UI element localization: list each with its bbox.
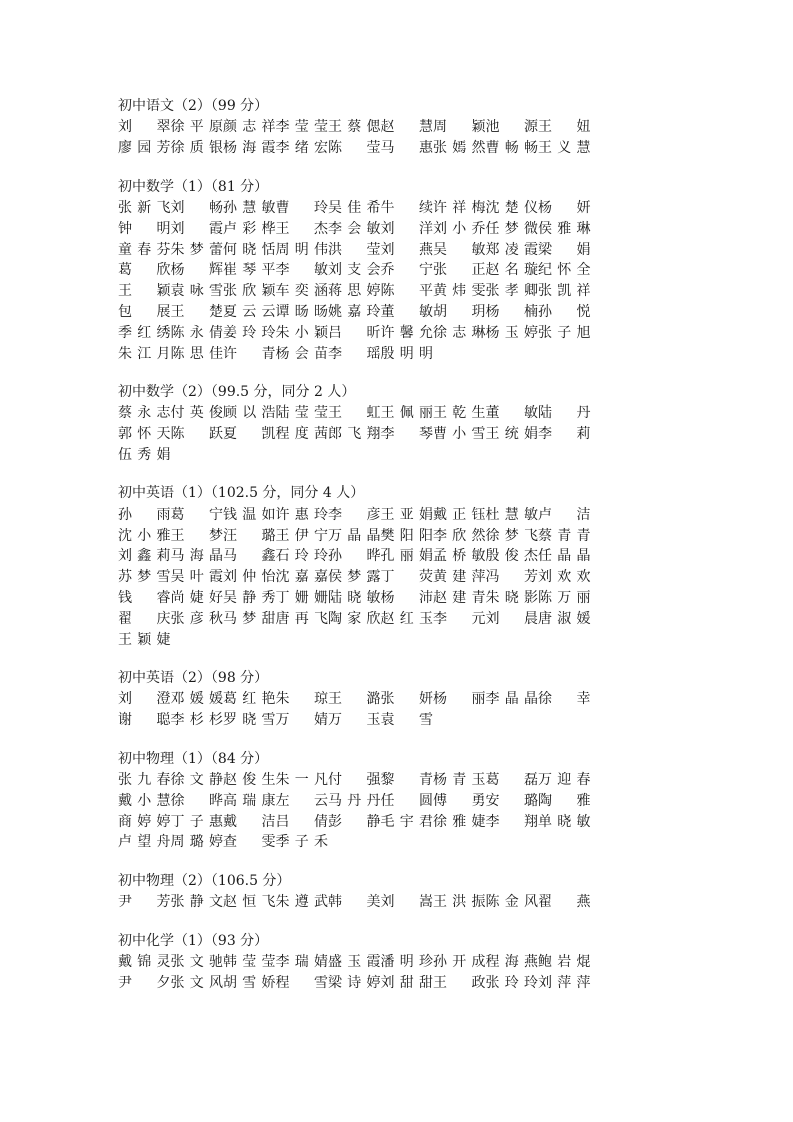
student-name: 赵 建 青 (433, 589, 486, 606)
student-name: 张 玲 玲 (485, 974, 538, 991)
student-name: 王 义 慧 (538, 140, 591, 157)
student-name: 张 孝 卿 (485, 283, 538, 300)
student-name: 张 妍 (380, 691, 433, 708)
student-name: 朱 琼 (275, 691, 328, 708)
name-row (118, 831, 643, 852)
student-name: 乔 宁 (380, 262, 433, 279)
student-name: 吴 叶 霞 (170, 569, 223, 586)
student-name: 戴 正 钰 (433, 506, 486, 523)
student-name: 刘 鑫 莉 (118, 548, 171, 565)
student-name: 孟 桥 敏 (433, 548, 486, 565)
student-name: 夏 云 云 (223, 303, 276, 320)
student-name: 孙 慧 敏 (223, 199, 276, 216)
student-name: 许 青 (223, 345, 276, 362)
student-name: 伍 秀 娟 (118, 446, 171, 463)
student-name: 杨 海 霞 (223, 140, 276, 157)
student-name: 吴 佳 希 (328, 199, 381, 216)
student-name: 汪 璐 (223, 527, 276, 544)
student-name: 梁 娟 (538, 241, 591, 258)
student-name: 苏 梦 雪 (118, 569, 171, 586)
student-name: 孙 开 成 (433, 953, 486, 970)
student-name: 石 玲 玲 (275, 548, 328, 565)
student-name: 王 政 (433, 974, 486, 991)
student-name: 朱 一 凡 (275, 771, 328, 788)
student-name: 刘 翠 (118, 119, 171, 136)
name-row (118, 566, 643, 587)
student-name: 卢 望 舟 (118, 834, 171, 851)
subject-section (118, 483, 643, 649)
student-name: 刘 萍 萍 (538, 974, 591, 991)
student-name: 张 嫣 然 (433, 140, 486, 157)
student-name: 廖 园 芳 (118, 140, 171, 157)
student-name: 谭 旸 旸 (275, 303, 328, 320)
student-name: 陆 晓 敏 (328, 589, 381, 606)
student-name: 唐 淑 媛 (538, 610, 591, 627)
name-row (118, 789, 643, 810)
student-name: 张 彦 秋 (170, 610, 223, 627)
student-name: 周 明 伟 (275, 241, 328, 258)
student-name: 何 晓 恬 (223, 241, 276, 258)
student-name: 马 鑫 (223, 548, 276, 565)
student-name: 王 楚 (170, 303, 223, 320)
student-name: 潘 明 珍 (380, 953, 433, 970)
student-name: 王 乾 生 (433, 405, 486, 422)
student-name: 李 翔 (485, 813, 538, 830)
student-name: 徐 晔 (170, 792, 223, 809)
student-name: 程 海 燕 (485, 953, 538, 970)
student-name: 李 彦 (328, 506, 381, 523)
student-name: 罗 晓 雪 (223, 712, 276, 729)
student-name: 冯 芳 (485, 569, 538, 586)
name-row (118, 545, 643, 566)
student-name: 赵 恒 飞 (223, 894, 276, 911)
name-row (118, 810, 643, 831)
student-name: 许 惠 玲 (275, 506, 328, 523)
student-name: 陶 雅 (538, 792, 591, 809)
student-name: 刘 小 乔 (433, 220, 486, 237)
student-name: 陈 跃 (170, 426, 223, 443)
student-name: 沈 小 雅 (118, 527, 171, 544)
student-name: 蔡 永 志 (118, 405, 171, 422)
student-name: 翟 庆 (118, 610, 171, 627)
student-name: 尚 婕 好 (170, 589, 223, 606)
student-name: 丁 子 惠 (170, 813, 223, 830)
name-row (118, 423, 643, 444)
student-name: 曹 小 雪 (433, 426, 486, 443)
student-name: 许 馨 允 (380, 324, 433, 341)
student-name: 吴 敏 (433, 241, 486, 258)
student-name: 姜 玲 玲 (223, 324, 276, 341)
subject-section (118, 668, 643, 730)
name-row (118, 587, 643, 608)
student-name: 徐 梦 飞 (485, 527, 538, 544)
student-name: 陆 丹 (538, 405, 591, 422)
student-name: 马 海 晶 (170, 548, 223, 565)
student-name: 李 会 敏 (328, 220, 381, 237)
student-name: 黎 青 (380, 771, 433, 788)
student-name: 陶 家 欣 (328, 610, 381, 627)
student-name: 左 云 (275, 792, 328, 809)
student-name: 葛 磊 (485, 771, 538, 788)
student-name: 李 杉 杉 (170, 712, 223, 729)
student-name: 侯 雅 琳 (538, 220, 591, 237)
student-name: 顾 以 浩 (223, 405, 276, 422)
name-row (118, 342, 643, 363)
student-name: 曹 玲 (275, 199, 328, 216)
student-name: 陈 思 佳 (170, 345, 223, 362)
student-name: 殷 俊 杰 (485, 548, 538, 565)
student-name: 谢 聪 (118, 712, 171, 729)
student-name: 张 静 文 (170, 894, 223, 911)
name-row (118, 238, 643, 259)
name-row (118, 301, 643, 322)
student-name: 张 文 驰 (170, 953, 223, 970)
student-name: 万 婧 (275, 712, 328, 729)
student-name: 王 蔡 偲 (328, 119, 381, 136)
student-name: 杜 慧 敏 (485, 506, 538, 523)
student-name: 程 雪 (275, 974, 328, 991)
student-name: 季 红 绣 (118, 324, 171, 341)
student-name: 朱 梦 蕾 (170, 241, 223, 258)
student-name: 鲍 岩 焜 (538, 953, 591, 970)
student-name: 黄 建 萍 (433, 569, 486, 586)
name-row (118, 197, 643, 218)
name-row (118, 259, 643, 280)
student-name: 盛 玉 霞 (328, 953, 381, 970)
student-name: 戴 小 慧 (118, 792, 171, 809)
student-name: 葛 宁 (170, 506, 223, 523)
student-name: 朱 晓 影 (485, 589, 538, 606)
student-name: 赵 俊 生 (223, 771, 276, 788)
student-name: 查 雯 (223, 834, 276, 851)
student-name: 张 正 (433, 262, 486, 279)
student-name: 韩 美 (328, 894, 381, 911)
student-name: 彭 静 (328, 813, 381, 830)
student-name: 杨 沛 (380, 589, 433, 606)
student-name: 李 瑶 (328, 345, 381, 362)
student-name: 卢 洁 (538, 506, 591, 523)
student-name: 丁 姗 姗 (275, 589, 328, 606)
student-name: 朱 江 月 (118, 345, 171, 362)
name-row (118, 769, 643, 790)
student-name: 徐 平 原 (170, 119, 223, 136)
student-name: 朱 遵 武 (275, 894, 328, 911)
student-name: 万 迎 春 (538, 771, 591, 788)
student-name: 万 晶 晶 (328, 527, 381, 544)
student-name: 程 度 茜 (275, 426, 328, 443)
student-name: 尹 芳 (118, 894, 171, 911)
student-name: 崔 琴 平 (223, 262, 276, 279)
student-name: 王 虹 (328, 405, 381, 422)
student-name: 王 颖 婕 (118, 631, 171, 648)
student-name: 吕 倩 (275, 813, 328, 830)
student-name: 蔡 青 青 (538, 527, 591, 544)
name-row (118, 402, 643, 423)
student-name: 钟 明 (118, 220, 171, 237)
student-name: 张 欣 颖 (223, 283, 276, 300)
student-name: 赵 名 璇 (485, 262, 538, 279)
student-name: 曹 畅 畅 (485, 140, 538, 157)
student-name: 夏 凯 (223, 426, 276, 443)
student-name: 付 强 (328, 771, 381, 788)
student-name: 孔 丽 娟 (380, 548, 433, 565)
student-name: 周 璐 婷 (170, 834, 223, 851)
student-name: 王 洪 振 (433, 894, 486, 911)
student-name: 杨 玉 婷 (485, 324, 538, 341)
student-name: 卢 彩 桦 (223, 220, 276, 237)
student-name: 陈 永 倩 (170, 324, 223, 341)
student-name: 安 璐 (485, 792, 538, 809)
student-name: 丁 荧 (380, 569, 433, 586)
student-name: 洪 莹 (328, 241, 381, 258)
student-name: 赵 红 玉 (380, 610, 433, 627)
name-row (118, 709, 643, 730)
student-name: 张 新 飞 (118, 199, 171, 216)
student-name: 傅 勇 (433, 792, 486, 809)
student-name: 刘 甜 甜 (380, 974, 433, 991)
student-name: 刘 嵩 (380, 894, 433, 911)
name-row (118, 688, 643, 709)
name-row (118, 503, 643, 524)
student-name: 刘 欢 欢 (538, 569, 591, 586)
subject-section (118, 931, 643, 993)
subject-section (118, 749, 643, 852)
student-name: 马 梦 甜 (223, 610, 276, 627)
student-name: 张 凯 祥 (538, 283, 591, 300)
student-name: 毛 宇 君 (380, 813, 433, 830)
name-row (118, 444, 643, 465)
subject-section (118, 871, 643, 912)
student-name: 刘 燕 (380, 241, 433, 258)
student-name: 侯 梦 露 (328, 569, 381, 586)
student-name: 黄 炜 雯 (433, 283, 486, 300)
student-name: 万 玉 (328, 712, 381, 729)
student-name: 徐 志 琳 (433, 324, 486, 341)
student-name: 王 佩 丽 (380, 405, 433, 422)
student-name: 陈 平 (380, 283, 433, 300)
student-name: 樊 阳 阳 (380, 527, 433, 544)
student-name: 蒋 思 婷 (328, 283, 381, 300)
student-name: 刘 支 会 (328, 262, 381, 279)
student-name: 徐 质 银 (170, 140, 223, 157)
section-heading: 初中物理（1）（84 分） (118, 750, 269, 767)
student-name: 纪 怀 全 (538, 262, 591, 279)
student-name: 赵 慧 (380, 119, 433, 136)
student-name: 杨 辉 (170, 262, 223, 279)
student-name: 牛 续 (380, 199, 433, 216)
student-name: 唐 再 飞 (275, 610, 328, 627)
student-name: 葛 欣 (118, 262, 171, 279)
student-name: 任 晶 晶 (538, 548, 591, 565)
student-name: 任 圆 (380, 792, 433, 809)
student-name: 陈 金 风 (485, 894, 538, 911)
student-name: 孙 晔 (328, 548, 381, 565)
student-name: 钱 睿 (118, 589, 171, 606)
student-name: 徐 文 静 (170, 771, 223, 788)
name-row (118, 971, 643, 992)
student-name: 刘 澄 (118, 691, 171, 708)
name-row (118, 137, 643, 158)
student-name: 韩 莹 莹 (223, 953, 276, 970)
student-name: 翟 燕 (538, 894, 591, 911)
student-name: 戴 锦 灵 (118, 953, 171, 970)
student-name: 吴 静 秀 (223, 589, 276, 606)
student-name: 杨 会 苗 (275, 345, 328, 362)
student-name: 王 统 娟 (485, 426, 538, 443)
student-name: 周 颖 (433, 119, 486, 136)
student-name: 吕 昕 (328, 324, 381, 341)
student-name: 郑 凌 霞 (485, 241, 538, 258)
section-heading: 初中物理（2）（106.5 分） (118, 872, 291, 889)
student-name: 张 子 旭 (538, 324, 591, 341)
student-name: 张 九 春 (118, 771, 171, 788)
student-name: 马 惠 (380, 140, 433, 157)
student-name: 李 欣 然 (433, 527, 486, 544)
student-name: 杨 楠 (485, 303, 538, 320)
student-name: 李 敏 (275, 262, 328, 279)
student-name: 任 梦 微 (485, 220, 538, 237)
student-name: 李 莉 (538, 426, 591, 443)
student-name: 郎 飞 翔 (328, 426, 381, 443)
student-name: 陈 万 丽 (538, 589, 591, 606)
student-name: 董 敏 (380, 303, 433, 320)
student-name: 车 奕 涵 (275, 283, 328, 300)
student-name: 陈 莹 (328, 140, 381, 157)
name-row (118, 628, 643, 649)
student-name: 杨 青 玉 (433, 771, 486, 788)
student-name: 李 莹 莹 (275, 119, 328, 136)
student-name: 刘 晨 (485, 610, 538, 627)
student-name: 商 婷 婷 (118, 813, 171, 830)
name-row (118, 524, 643, 545)
student-name: 刘 洋 (380, 220, 433, 237)
student-name: 尹 夕 (118, 974, 171, 991)
student-name: 殷 明 明 (380, 345, 433, 362)
student-name: 王 亚 娟 (380, 506, 433, 523)
student-name: 李 瑞 婧 (275, 953, 328, 970)
student-name: 朱 小 颖 (275, 324, 328, 341)
name-row (118, 891, 643, 912)
name-row (118, 321, 643, 342)
student-name: 王 妞 (538, 119, 591, 136)
student-name: 董 敏 (485, 405, 538, 422)
student-name: 戴 洁 (223, 813, 276, 830)
student-name: 王 梦 (170, 527, 223, 544)
student-name: 许 祥 梅 (433, 199, 486, 216)
name-row (118, 280, 643, 301)
student-name: 杨 妍 (538, 199, 591, 216)
name-row (118, 607, 643, 628)
student-name: 李 元 (433, 610, 486, 627)
student-name: 孙 悦 (538, 303, 591, 320)
student-name: 张 文 风 (170, 974, 223, 991)
student-name: 童 春 芬 (118, 241, 171, 258)
student-name: 王 潞 (328, 691, 381, 708)
section-heading: 初中英语（1）（102.5 分，同分 4 人） (118, 485, 365, 502)
student-name: 胡 雪 娇 (223, 974, 276, 991)
section-heading: 初中数学（1）（81 分） (118, 178, 269, 195)
student-name: 姚 嘉 玲 (328, 303, 381, 320)
student-name: 刘 霞 (170, 220, 223, 237)
name-row (118, 951, 643, 972)
section-heading: 初中语文（2）（99 分） (118, 98, 269, 114)
student-name: 高 瑞 康 (223, 792, 276, 809)
student-name: 王 颖 (118, 283, 171, 300)
document-body (118, 96, 643, 1011)
subject-section (118, 96, 643, 158)
student-name: 徐 幸 (538, 691, 591, 708)
student-name: 李 晶 晶 (485, 691, 538, 708)
student-name: 李 绪 宏 (275, 140, 328, 157)
student-name: 郭 怀 天 (118, 426, 171, 443)
subject-section (118, 382, 643, 464)
student-name: 包 展 (118, 303, 171, 320)
student-name: 刘 仲 怡 (223, 569, 276, 586)
student-name: 付 英 俊 (170, 405, 223, 422)
student-name: 王 杰 (275, 220, 328, 237)
student-name: 袁 雪 (380, 712, 433, 729)
student-name: 邓 媛 媛 (170, 691, 223, 708)
section-heading: 初中化学（1）（93 分） (118, 932, 269, 949)
student-name: 刘 畅 (170, 199, 223, 216)
name-row (118, 217, 643, 238)
student-name: 沈 楚 仪 (485, 199, 538, 216)
student-name: 单 晓 敏 (538, 813, 591, 830)
student-name: 钱 温 如 (223, 506, 276, 523)
student-name: 孙 雨 (118, 506, 171, 523)
student-name: 王 伊 宁 (275, 527, 328, 544)
student-name: 袁 咏 雪 (170, 283, 223, 300)
student-name: 葛 红 艳 (223, 691, 276, 708)
section-heading: 初中英语（2）（98 分） (118, 669, 269, 686)
student-name: 梁 诗 婷 (328, 974, 381, 991)
student-name: 池 源 (485, 119, 538, 136)
student-name: 陆 莹 莹 (275, 405, 328, 422)
student-name: 胡 玥 (433, 303, 486, 320)
student-name: 杨 丽 (433, 691, 486, 708)
subject-section (118, 177, 643, 363)
student-name: 季 子 禾 (275, 834, 328, 851)
student-name: 沈 嘉 嘉 (275, 569, 328, 586)
student-name: 颜 志 祥 (223, 119, 276, 136)
student-name: 徐 雅 婕 (433, 813, 486, 830)
student-name: 李 琴 (380, 426, 433, 443)
name-row (118, 116, 643, 137)
section-heading: 初中数学（2）（99.5 分，同分 2 人） (118, 383, 356, 400)
student-name: 马 丹 丹 (328, 792, 381, 809)
